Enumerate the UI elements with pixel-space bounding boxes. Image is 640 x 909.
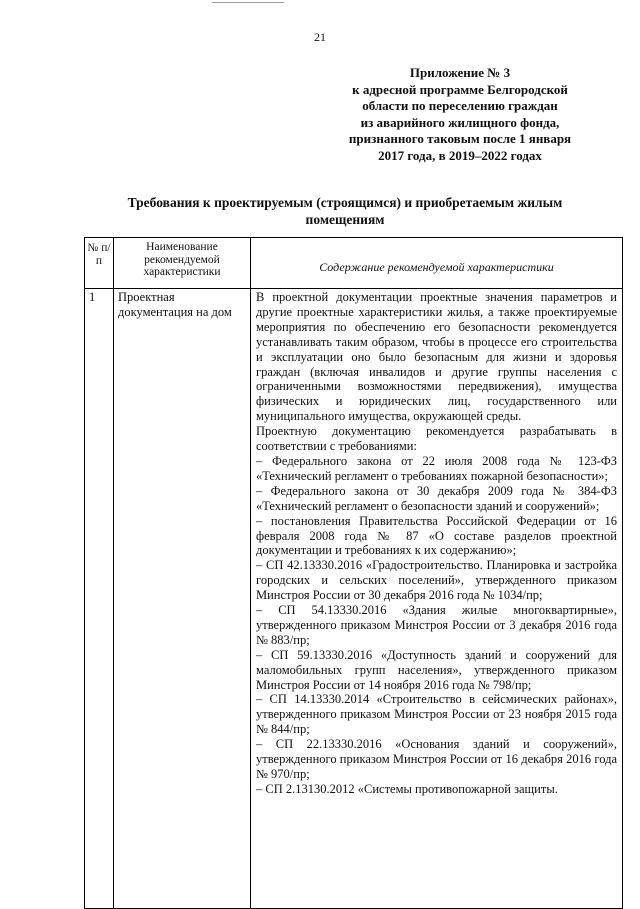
table-header-row	[85, 238, 623, 289]
appendix-line: Приложение № 3	[409, 65, 511, 80]
content-paragraph: В проектной документации проектные значения параметров и другие проектные характеристики жилья, а также проектируемые мероприятия по обеспечению его безопасности рекомендуется устанавливать таким образом, чтобы в процессе его строительства и эксплуатации оно было безопасным для жизни и здоровья граждан (включая инвалидов и другие группы населения с ограниченными возможностями передвижения), имущества физических и юридических лиц, государственного или муниципального имущества, окружающей среды.	[256, 290, 617, 424]
row-characteristic-name: Проектная документация на дом	[114, 289, 251, 909]
page-number: 21	[314, 30, 326, 44]
header-characteristic-name: Наименование рекомендуемой характеристики	[114, 238, 251, 289]
content-list-item: – СП 42.13330.2016 «Градостроительство. Планировка и застройка городских и сельских поселений», утвержденного приказом Минстроя России от 30 декабря 2016 года № 1034/пр;	[256, 558, 617, 603]
title-line: Требования к проектируемым (строящимся) и приобретаемым жилым	[127, 195, 563, 210]
content-list-item: – СП 22.13330.2016 «Основания зданий и сооружений», утвержденного приказом Минстроя России от 16 декабря 2016 года № 970/пр;	[256, 737, 617, 781]
appendix-line: 2017 года, в 2019–2022 годах	[378, 147, 542, 163]
header-characteristic-content: Содержание рекомендуемой характеристики	[251, 238, 623, 289]
content-list-item: – СП 59.13330.2016 «Доступность зданий и сооружений для маломобильных групп населения», утвержденного приказом Минстроя России от 14 ноября 2016 года № 798/пр;	[256, 647, 617, 692]
appendix-line: к адресной программе Белгородской	[352, 81, 568, 97]
content-list-item: – СП 2.13130.2012 «Системы противопожарной защиты.	[256, 781, 558, 796]
appendix-line: из аварийного жилищного фонда,	[360, 114, 560, 130]
appendix-line: признанного таковым после 1 января	[348, 131, 572, 146]
row-number: 1	[85, 289, 114, 909]
content-paragraph: Проектную документацию рекомендуется разрабатывать в соответствии с требованиями:	[256, 424, 617, 454]
row-characteristic-content	[251, 289, 623, 909]
content-list-item: – СП 54.13330.2016 «Здания жилые многоквартирные», утвержденного приказом Минстроя России от 3 декабря 2016 года № 883/пр;	[256, 603, 617, 647]
appendix-block	[310, 65, 610, 164]
top-rule	[212, 2, 284, 3]
table-row	[85, 289, 623, 909]
content-list-item: – Федерального закона от 30 декабря 2009 года № 384-ФЗ «Технический регламент о безопасности зданий и сооружений»;	[256, 483, 617, 513]
content-list-item: – Федерального закона от 22 июля 2008 года № 123-ФЗ «Технический регламент о требованиях пожарной безопасности»;	[256, 453, 617, 483]
title-line: помещениям	[305, 212, 385, 227]
header-number: № п/п	[85, 238, 114, 289]
content-list-item: – СП 14.13330.2014 «Строительство в сейсмических районах», утвержденного приказом Минстроя России от 23 ноября 2015 года № 844/пр;	[256, 692, 617, 737]
document-title	[110, 194, 580, 228]
appendix-line: области по переселению граждан	[362, 98, 558, 113]
requirements-table	[84, 237, 623, 909]
content-list-item: – постановления Правительства Российской Федерации от 16 февраля 2008 года № 87 «О составе разделов проектной документации и требованиях к их содержанию»;	[256, 513, 617, 558]
